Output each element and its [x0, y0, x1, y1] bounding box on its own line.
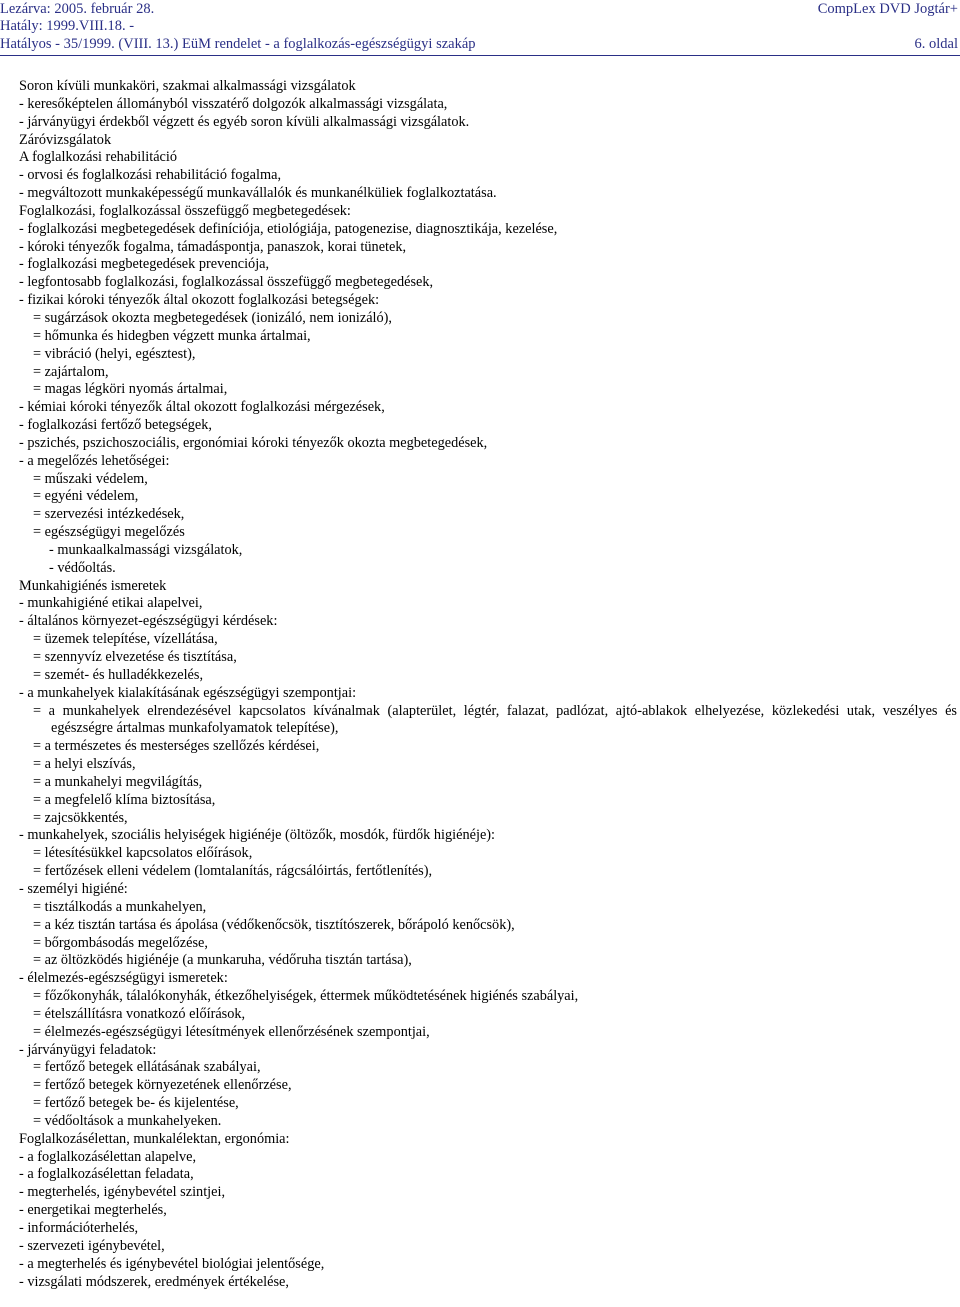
section-heading: Záróvizsgálatok [19, 131, 112, 148]
list-item: - foglalkozási megbetegedések prevenciója, [19, 256, 270, 273]
list-item: - megváltozott munkaképességű munkavállalók és munkanélküliek foglalkoztatása. [19, 185, 497, 202]
sub-list-item: = üzemek telepítése, vízellátása, [33, 631, 218, 648]
list-item: - fizikai kóroki tényezők által okozott foglalkozási betegségek: [19, 292, 380, 309]
list-item: - legfontosabb foglalkozási, foglalkozással összefüggő megbetegedések, [19, 274, 434, 291]
page-number: 6. oldal [914, 36, 958, 52]
list-item: - pszichés, pszichoszociális, ergonómiai kóroki tényezők okozta megbetegedések, [19, 434, 488, 451]
sub-list-item: = bőrgombásodás megelőzése, [33, 934, 208, 951]
list-item: - a foglalkozásélettan feladata, [19, 1166, 194, 1183]
sub-list-item: = egészségügyi megelőzés [33, 524, 185, 541]
sub-sub-list-item: - munkaalkalmassági vizsgálatok, [49, 541, 243, 558]
sub-list-item: = élelmezés-egészségügyi létesítmények ellenőrzésének szempontjai, [33, 1023, 430, 1040]
section-heading: Foglalkozásélettan, munkalélektan, ergonómia: [19, 1130, 290, 1147]
page-header [0, 0, 960, 58]
sub-list-item: = fertőző betegek környezetének ellenőrzése, [33, 1077, 292, 1094]
document-title: Hatályos - 35/1999. (VIII. 13.) EüM rendelet - a foglalkozás-egészségügyi szakáp [0, 36, 476, 52]
section-heading: Foglalkozási, foglalkozással összefüggő megbetegedések: [19, 202, 351, 219]
sub-list-item: = műszaki védelem, [33, 470, 148, 487]
list-item: - energetikai megterhelés, [19, 1202, 167, 1219]
section-heading: Soron kívüli munkaköri, szakmai alkalmassági vizsgálatok [19, 78, 356, 94]
list-item: - foglalkozási fertőző betegségek, [19, 417, 212, 434]
list-item: - keresőképtelen állományból visszatérő dolgozók alkalmassági vizsgálata, [19, 95, 448, 112]
sub-sub-list-item: - védőoltás. [49, 559, 116, 576]
document-body [19, 78, 957, 1291]
list-item: - orvosi és foglalkozási rehabilitáció fogalma, [19, 167, 282, 184]
sub-list-item: = zajcsökkentés, [33, 809, 128, 826]
list-item: - a foglalkozásélettan alapelve, [19, 1148, 197, 1165]
sub-list-item: = a kéz tisztán tartása és ápolása (védőkenőcsök, tisztítószerek, bőrápoló kenőcsök), [33, 916, 515, 933]
list-item: - a megterhelés és igénybevétel biológiai jelentősége, [19, 1255, 325, 1272]
sub-list-item: = a megfelelő klíma biztosítása, [33, 791, 216, 808]
sub-list-item: = szennyvíz elvezetése és tisztítása, [33, 649, 237, 665]
list-item: - megterhelés, igénybevétel szintjei, [19, 1184, 226, 1201]
sub-list-item-wrapped: = a munkahelyek elrendezésével kapcsolatos kívánalmak (alapterület, légtér, falazat, padlózat, ajtó-ablakok elhelyezése, közlekedési utak, veszélyes és egészségre ártalmas munkafolyamatok telepítése), [33, 702, 957, 737]
list-item: - vizsgálati módszerek, eredmények értékelése, [19, 1273, 289, 1290]
sub-list-item: = a helyi elszívás, [33, 756, 136, 773]
sub-list-item: = az öltözködés higiénéje (a munkaruha, védőruha tisztán tartása), [33, 952, 412, 969]
list-item: - információterhelés, [19, 1220, 139, 1236]
sub-list-item: = szervezési intézkedések, [33, 506, 185, 523]
sub-list-item: = védőoltások a munkahelyeken. [33, 1112, 222, 1129]
sub-list-item: = fertőző betegek be- és kijelentése, [33, 1095, 239, 1112]
section-heading: A foglalkozási rehabilitáció [19, 149, 178, 166]
list-item: - munkahigiéné etikai alapelvei, [19, 595, 203, 612]
sub-list-item: = sugárzások okozta megbetegedések (ionizáló, nem ionizáló), [33, 309, 392, 326]
list-item: - a munkahelyek kialakításának egészségügyi szempontjai: [19, 684, 357, 701]
list-item: - foglalkozási megbetegedések definíciója, etiológiája, patogenezise, diagnosztikája, kezelése, [19, 220, 558, 237]
header-divider [0, 55, 960, 56]
sub-list-item: = tisztálkodás a munkahelyen, [33, 898, 207, 915]
list-item: - kémiai kóroki tényezők által okozott foglalkozási mérgezések, [19, 399, 385, 416]
sub-list-item: = hőmunka és hidegben végzett munka ártalmai, [33, 327, 311, 344]
sub-list-item: = vibráció (helyi, egésztest), [33, 345, 196, 362]
sub-list-item: = főzőkonyhák, tálalókonyhák, étkezőhelyiségek, éttermek működtetésének higiénés szabályai, [33, 988, 579, 1005]
sub-list-item: = egyéni védelem, [33, 488, 139, 505]
list-item: - járványügyi érdekből végzett és egyéb soron kívüli alkalmassági vizsgálatok. [19, 113, 470, 130]
sub-list-item: = a munkahelyi megvilágítás, [33, 773, 203, 790]
sub-list-item: = létesítésükkel kapcsolatos előírások, [33, 845, 253, 862]
sub-list-item: = magas légköri nyomás ártalmai, [33, 381, 228, 398]
closing-date: Lezárva: 2005. február 28. [0, 1, 155, 17]
list-item: - általános környezet-egészségügyi kérdések: [19, 613, 278, 630]
list-item: - kóroki tényezők fogalma, támadáspontja, panaszok, korai tünetek, [19, 238, 407, 255]
sub-list-item: = szemét- és hulladékkezelés, [33, 666, 204, 683]
list-item: - személyi higiéné: [19, 880, 128, 897]
sub-list-item: = a természetes és mesterséges szellőzés kérdései, [33, 738, 320, 755]
list-item: - a megelőzés lehetőségei: [19, 452, 170, 469]
list-item: - járványügyi feladatok: [19, 1041, 157, 1058]
product-name: CompLex DVD Jogtár+ [817, 1, 958, 17]
sub-list-item: = ételszállításra vonatkozó előírások, [33, 1005, 246, 1022]
sub-list-item: = fertőzések elleni védelem (lomtalanítás, rágcsálóirtás, fertőtlenítés), [33, 863, 433, 880]
list-item: - élelmezés-egészségügyi ismeretek: [19, 970, 228, 987]
effect-date: Hatály: 1999.VIII.18. - [0, 18, 135, 34]
sub-list-item: = zajártalom, [33, 363, 109, 380]
list-item: - munkahelyek, szociális helyiségek higiénéje (öltözők, mosdók, fürdők higiénéje): [19, 827, 496, 844]
list-item: - szervezeti igénybevétel, [19, 1237, 165, 1254]
section-heading: Munkahigiénés ismeretek [19, 577, 167, 594]
sub-list-item: = fertőző betegek ellátásának szabályai, [33, 1059, 261, 1076]
